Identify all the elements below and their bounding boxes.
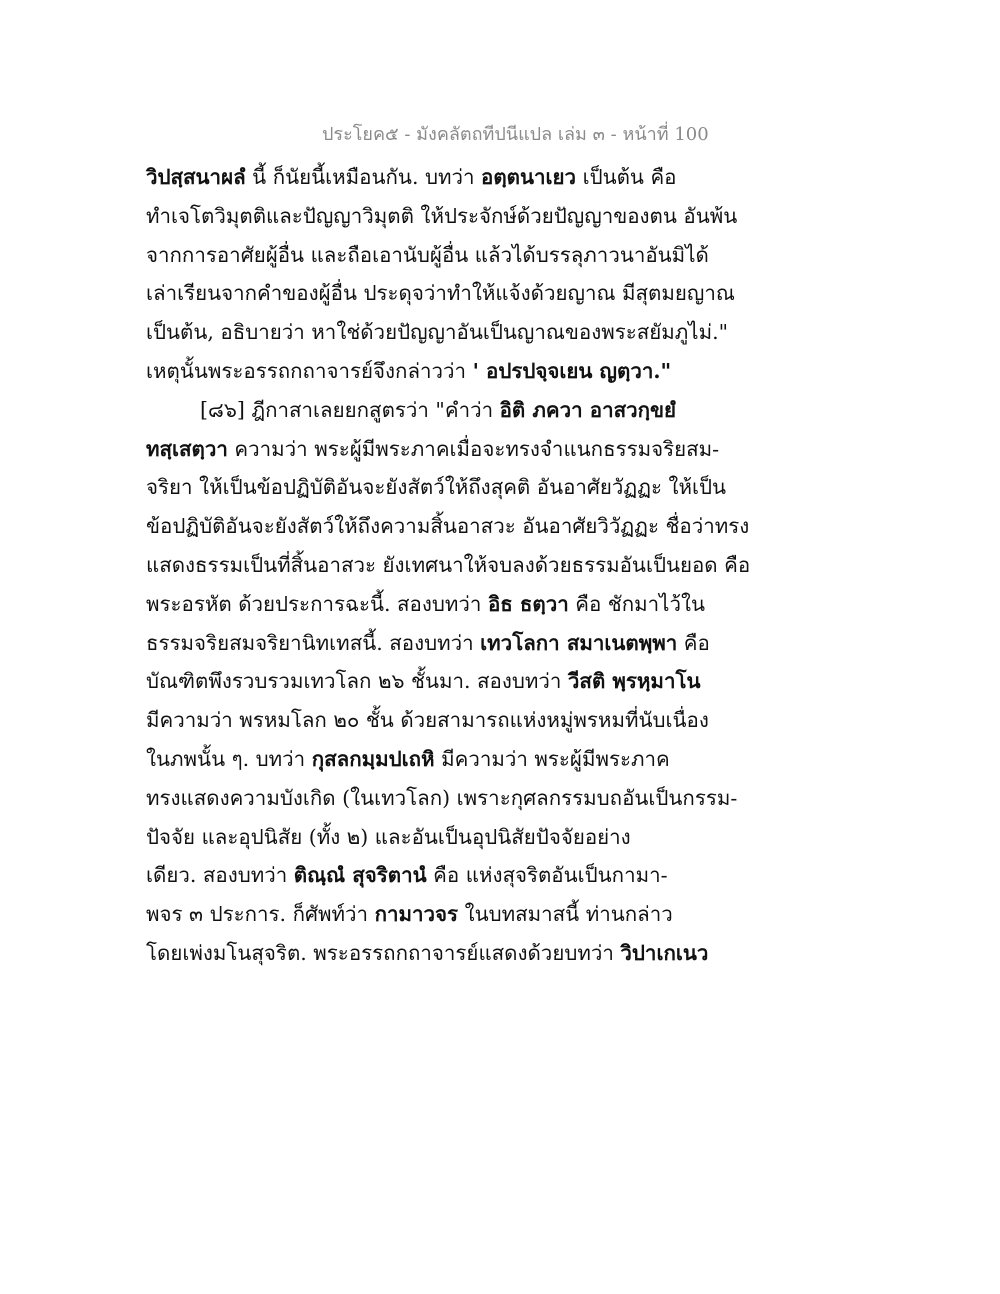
text-segment: มีความว่า พรหมโลก ๒๐ ชั้น ด้วยสามารถแห่งหมู่พรหมที่นับเนื่อง bbox=[146, 708, 709, 733]
text-segment: [๘๖] ฎีกาสาเลยยกสูตรว่า "คำว่า bbox=[200, 397, 500, 422]
bold-term: กามาวจร bbox=[374, 902, 459, 927]
text-segment: บัณฑิตพึงรวบรวมเทวโลก ๒๖ ชั้นมา. สองบทว่า bbox=[146, 669, 568, 694]
text-segment: เดียว. สองบทว่า bbox=[146, 863, 294, 888]
text-line bbox=[146, 624, 746, 663]
text-line bbox=[146, 274, 746, 313]
text-line bbox=[146, 701, 746, 740]
text-line bbox=[146, 352, 746, 391]
text-segment: เล่าเรียนจากคำของผู้อื่น ประดุจว่าทำให้แจ้งด้วยญาณ มีสุตมยญาณ bbox=[146, 281, 735, 306]
text-line bbox=[146, 236, 746, 275]
text-line bbox=[146, 158, 746, 197]
bold-term: ติณฺณํ สุจริตานํ bbox=[293, 863, 427, 888]
page-header: ประโยค๕ - มังคลัตถทีปนีแปล เล่ม ๓ - หน้าที่ 100 bbox=[322, 124, 709, 145]
text-line bbox=[146, 197, 746, 236]
text-segment: จากการอาศัยผู้อื่น และถือเอานับผู้อื่น แล้วได้บรรลุภาวนาอันมิได้ bbox=[146, 242, 709, 267]
bold-term: วิปาเกเนว bbox=[620, 940, 709, 965]
text-segment: ในบทสมาสนี้ ท่านกล่าว bbox=[458, 902, 673, 927]
text-line bbox=[146, 662, 746, 701]
bold-term: ทสฺเสตฺวา bbox=[146, 436, 228, 461]
text-line bbox=[146, 856, 746, 895]
text-segment: ธรรมจริยสมจริยานิทเทสนี้. สองบทว่า bbox=[146, 630, 481, 655]
text-segment: เป็นต้น, อธิบายว่า หาใช่ด้วยปัญญาอันเป็นญาณของพระสยัมภูไม่." bbox=[146, 320, 729, 345]
text-segment: ในภพนั้น ๆ. บทว่า bbox=[146, 746, 312, 771]
text-segment: ปัจจัย และอุปนิสัย (ทั้ง ๒) และอันเป็นอุปนิสัยปัจจัยอย่าง bbox=[146, 824, 631, 849]
bold-term: วิปสฺสนาผลํ bbox=[146, 165, 246, 189]
text-line bbox=[146, 934, 746, 973]
text-segment: ทำเจโตวิมุตติและปัญญาวิมุตติ ให้ประจักษ์ด้วยปัญญาของตน อันพ้น bbox=[146, 203, 738, 228]
text-segment: จริยา ให้เป็นข้อปฏิบัติอันจะยังสัตว์ให้ถึงสุคติ อันอาศัยวัฏฏะ ให้เป็น bbox=[146, 475, 727, 500]
text-segment: เป็นต้น คือ bbox=[576, 165, 677, 189]
text-segment: ข้อปฏิบัติอันจะยังสัตว์ให้ถึงความสิ้นอาสวะ อันอาศัยวิวัฏฏะ ชื่อว่าทรง bbox=[146, 514, 750, 539]
text-line bbox=[146, 313, 746, 352]
bold-term: เทวโลกา สมาเนตพฺพา bbox=[480, 630, 678, 655]
bold-term: วีสติ พฺรหฺมาโน bbox=[567, 669, 701, 694]
bold-term: อิธ ธตฺวา bbox=[487, 591, 569, 616]
bold-term: กุสลกมฺมปเถหิ bbox=[311, 746, 435, 771]
text-segment: มีความว่า พระผู้มีพระภาค bbox=[434, 746, 670, 771]
text-line bbox=[146, 468, 746, 507]
text-segment: พระอรหัต ด้วยประการฉะนี้. สองบทว่า bbox=[146, 591, 488, 616]
text-line bbox=[146, 546, 751, 585]
text-line bbox=[146, 507, 750, 546]
text-segment: คือ แห่งสุจริตอันเป็นกามา- bbox=[426, 863, 668, 888]
bold-term: อตฺตนาเยว bbox=[481, 165, 577, 189]
text-line bbox=[146, 779, 746, 818]
text-segment: นี้ ก็นัยนี้เหมือนกัน. บทว่า bbox=[245, 165, 482, 189]
bold-term: อิติ ภควา อาสวกฺขยํ bbox=[499, 397, 677, 422]
text-line bbox=[146, 430, 746, 469]
text-segment: คือ ชักมาไว้ใน bbox=[568, 591, 706, 616]
text-segment: ทรงแสดงความบังเกิด (ในเทวโลก) เพราะกุศลกรรมบถอันเป็นกรรม- bbox=[146, 785, 738, 810]
text-line bbox=[146, 818, 746, 857]
text-line bbox=[146, 585, 746, 624]
text-segment: ความว่า พระผู้มีพระภาคเมื่อจะทรงจำแนกธรรมจริยสม- bbox=[227, 436, 720, 461]
text-segment: โดยเพ่งมโนสุจริต. พระอรรถกถาจารย์แสดงด้วยบทว่า bbox=[146, 940, 621, 965]
bold-term: ' อปรปจฺจเยน ญตฺวา." bbox=[472, 358, 672, 383]
text-line bbox=[146, 391, 746, 430]
body-text bbox=[146, 158, 751, 973]
text-segment: คือ bbox=[677, 630, 710, 655]
text-segment: แสดงธรรมเป็นที่สิ้นอาสวะ ยังเทศนาให้จบลงด้วยธรรมอันเป็นยอด คือ bbox=[146, 552, 751, 577]
text-segment: พจร ๓ ประการ. ก็ศัพท์ว่า bbox=[146, 902, 375, 927]
text-segment: เหตุนั้นพระอรรถกถาจารย์จึงกล่าวว่า bbox=[146, 358, 473, 383]
text-line bbox=[146, 895, 746, 934]
text-line bbox=[146, 740, 746, 779]
